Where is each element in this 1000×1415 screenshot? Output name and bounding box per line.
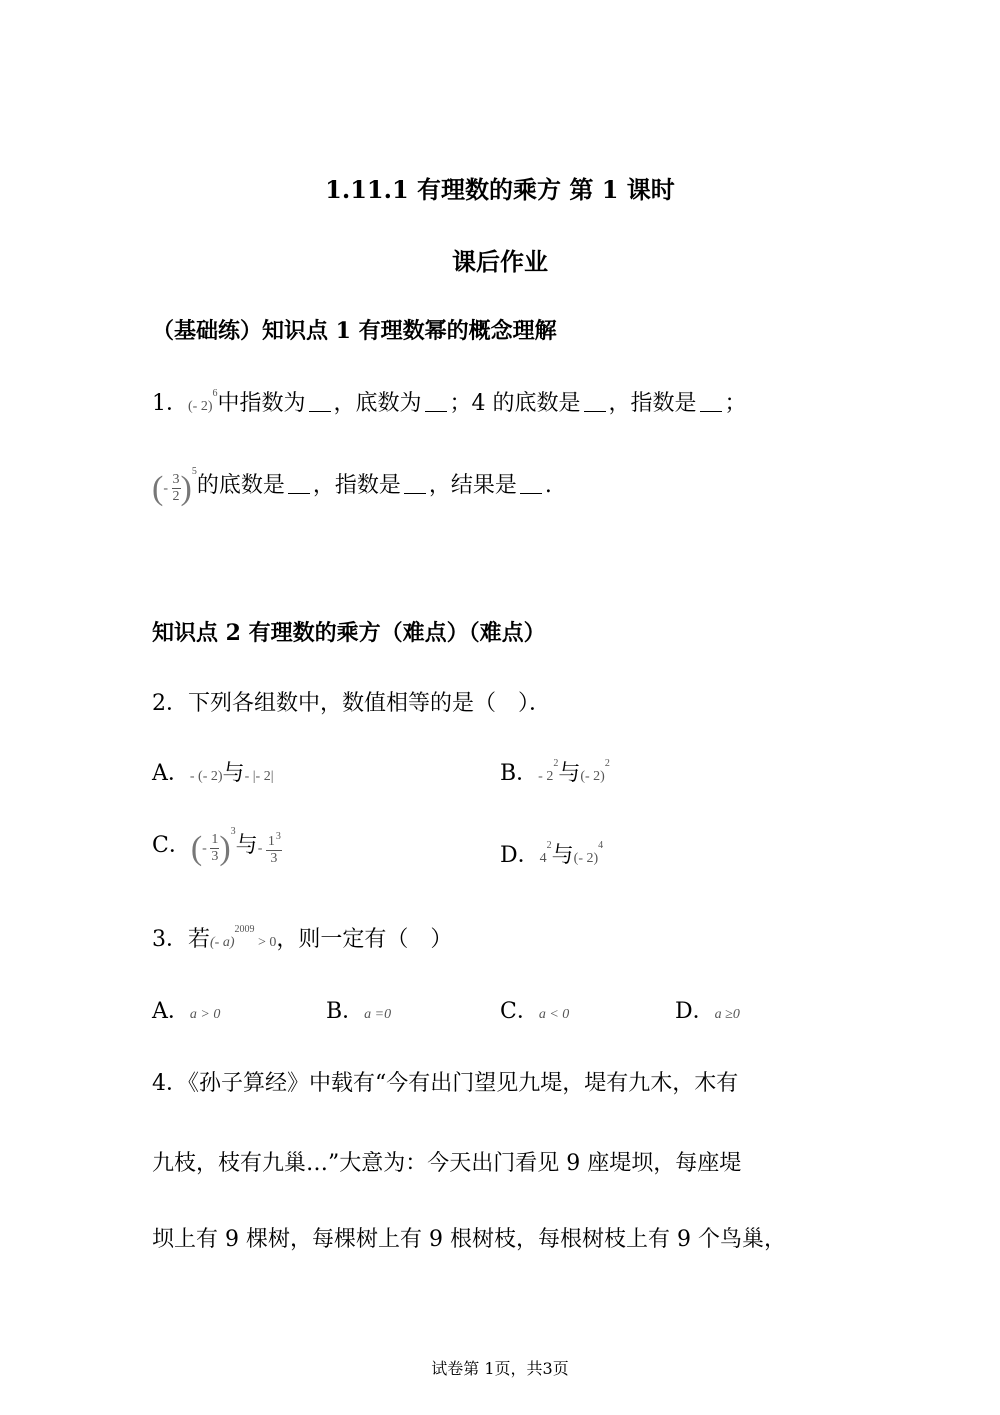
option-2b[interactable] xyxy=(500,756,610,787)
question-1-line-1 xyxy=(152,386,747,417)
fraction-power-expression: (- $\frac{3}{2}$ )$^5$ xyxy=(152,466,197,507)
option-label: A． xyxy=(152,999,190,1024)
page-subtitle: 课后作业 xyxy=(452,247,548,276)
fraction-power-expression: (- $\frac{1}{3}$ )$^3$ xyxy=(190,826,236,867)
answer-blank[interactable] xyxy=(404,493,426,494)
math-expression: a ≥0 xyxy=(714,1007,740,1022)
math-expression: - (- 2) xyxy=(189,769,223,784)
math-expression: a < 0 xyxy=(538,1007,570,1022)
joiner: 与 xyxy=(222,761,245,786)
section-heading-1: （基础练）知识点 1 有理数幂的概念理解 xyxy=(152,318,557,344)
math-expression: (- 2)$^6$ xyxy=(188,388,218,414)
option-label: C． xyxy=(500,999,539,1024)
question-text: 的底数是 xyxy=(196,473,285,498)
question-4-line-2: 九枝，枝有九巢…”大意为：今天出门看见 9 座堤坝，每座堤 xyxy=(152,1151,742,1176)
option-3c[interactable] xyxy=(500,994,569,1025)
question-text: . xyxy=(544,473,552,498)
page-title: 1.11.1 有理数的乘方 第 1 课时 xyxy=(325,175,675,204)
option-2d[interactable] xyxy=(500,838,603,869)
math-expression: a > 0 xyxy=(189,1007,221,1022)
question-number: 1． xyxy=(152,391,188,416)
question-text: 3．若 xyxy=(152,927,210,952)
joiner: 与 xyxy=(551,843,574,868)
math-expression: (- 2)$^2$ xyxy=(580,758,610,784)
page-footer: 试卷第 1页，共3页 xyxy=(431,1359,569,1378)
option-label: D． xyxy=(500,843,540,868)
option-label: B． xyxy=(326,999,365,1024)
option-label: B． xyxy=(500,761,539,786)
question-1-line-2 xyxy=(152,466,552,508)
option-label: C． xyxy=(152,833,191,858)
option-label: A． xyxy=(152,761,190,786)
option-2c[interactable] xyxy=(152,826,282,868)
math-expression: $4^2$ xyxy=(539,840,552,866)
question-text: ； xyxy=(724,391,747,416)
question-4-line-1: 4．《孙子算经》中载有“今有出门望见九堤，堤有九木，木有 xyxy=(152,1071,739,1096)
math-expression: - $2^2$ xyxy=(538,758,559,784)
answer-blank[interactable] xyxy=(309,411,331,412)
answer-blank[interactable] xyxy=(425,411,447,412)
question-text: ，指数是 xyxy=(608,391,697,416)
option-3b[interactable] xyxy=(326,994,391,1025)
section-heading-2: 知识点 2 有理数的乘方（难点）（难点） xyxy=(152,620,546,646)
answer-blank[interactable] xyxy=(288,493,310,494)
answer-blank[interactable] xyxy=(520,493,542,494)
option-3d[interactable] xyxy=(675,994,740,1025)
question-text: ，指数是 xyxy=(312,473,401,498)
question-2-stem: 2．下列各组数中，数值相等的是（ ）． xyxy=(152,691,551,716)
question-text: ，结果是 xyxy=(428,473,517,498)
question-text: ；4 的底数是 xyxy=(449,391,581,416)
math-expression: (- 2)$^4$ xyxy=(573,840,604,866)
joiner: 与 xyxy=(558,761,581,786)
option-2a[interactable] xyxy=(152,756,274,787)
question-4-line-3: 坝上有 9 棵树，每棵树上有 9 根树枝，每根树枝上有 9 个鸟巢， xyxy=(152,1227,786,1252)
option-3a[interactable] xyxy=(152,994,220,1025)
math-expression: (- a)$^{2009}$ > 0 xyxy=(210,924,277,950)
answer-blank[interactable] xyxy=(584,411,606,412)
question-text: ，底数为 xyxy=(333,391,422,416)
question-text: ，则一定有（ ） xyxy=(276,927,453,952)
question-text: 中指数为 xyxy=(217,391,306,416)
answer-blank[interactable] xyxy=(700,411,722,412)
math-expression: a =0 xyxy=(364,1007,392,1022)
joiner: 与 xyxy=(235,833,258,858)
fraction-expression: - $\frac{1^3}{3}$ xyxy=(257,830,281,866)
math-expression: - |- 2| xyxy=(244,769,274,784)
question-3-stem xyxy=(152,922,452,953)
option-label: D． xyxy=(675,999,715,1024)
